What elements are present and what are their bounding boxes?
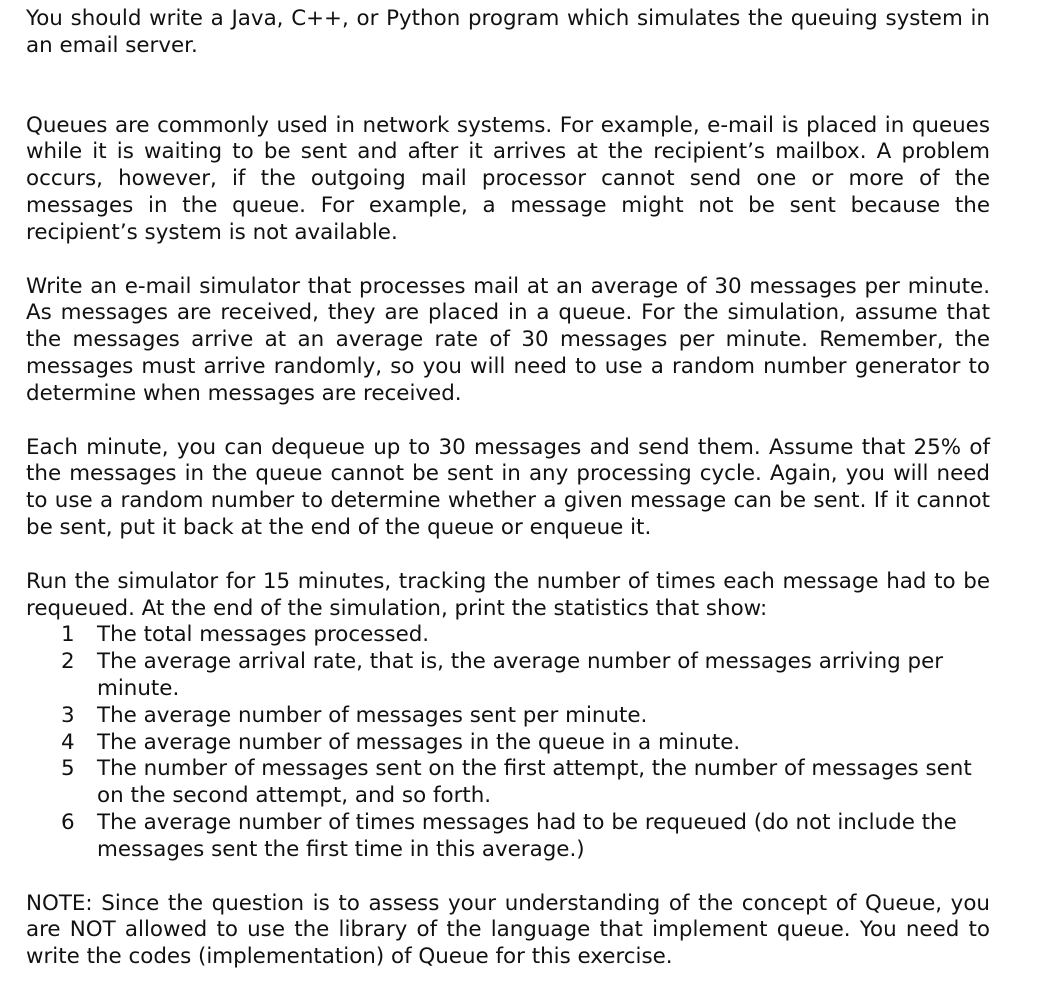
list-item	[26, 703, 990, 730]
note-paragraph: NOTE: Since the question is to assess your understanding of the concept of Queue, you are NOT allowed to use the library of the language that implement queue. You need to write the codes (implementation) of Queue for this exercise.	[26, 890, 990, 970]
list-number: 6	[61, 809, 75, 835]
list-item	[26, 756, 990, 810]
document	[26, 6, 990, 971]
list-number: 2	[61, 649, 75, 675]
paragraph-run-simulator: Run the simulator for 15 minutes, tracking the number of times each message had to be requeued. At the end of the simulation, print the statistics that show:	[26, 568, 990, 621]
statistics-list	[26, 622, 990, 863]
list-text: The average number of messages in the queue in a minute.	[97, 729, 741, 755]
intro-paragraph: You should write a Java, C++, or Python program which simulates the queuing system in an email server.	[26, 6, 990, 58]
list-text: The number of messages sent on the first attempt, the number of messages sent on the second attempt, and so forth.	[97, 756, 972, 809]
list-text: The total messages processed.	[97, 622, 430, 648]
paragraph-simulator-spec: Write an e-mail simulator that processes mail at an average of 30 messages per minute. As messages are received, they are placed in a queue. For the simulation, assume that the messages arrive at an average rate of 30 messages per minute. Remember, the messages must arrive randomly, so you will need to use a random number generator to determine when messages are received.	[26, 273, 990, 406]
list-number: 4	[61, 729, 75, 755]
list-number: 5	[61, 756, 75, 782]
list-item	[26, 622, 990, 649]
paragraph-dequeue-rules: Each minute, you can dequeue up to 30 messages and send them. Assume that 25% of the messages in the queue cannot be sent in any processing cycle. Again, you will need to use a random number to determine whether a given message can be sent. If it cannot be sent, put it back at the end of the queue or enqueue it.	[26, 434, 990, 540]
paragraph-queues-overview: Queues are commonly used in network systems. For example, e-mail is placed in queues while it is waiting to be sent and after it arrives at the recipient’s mailbox. A problem occurs, however, if the outgoing mail processor cannot send one or more of the messages in the queue. For example, a message might not be sent because the recipient’s system is not available.	[26, 112, 990, 245]
list-number: 1	[61, 622, 75, 648]
list-text: The average arrival rate, that is, the average number of messages arriving per minute.	[97, 649, 944, 701]
list-item	[26, 810, 990, 864]
list-text: The average number of messages sent per minute.	[97, 702, 648, 728]
list-item	[26, 649, 990, 703]
list-item	[26, 730, 990, 757]
list-number: 3	[61, 702, 75, 728]
list-text: The average number of times messages had to be requeued (do not include the messages sent the first time in this average.)	[97, 809, 957, 862]
